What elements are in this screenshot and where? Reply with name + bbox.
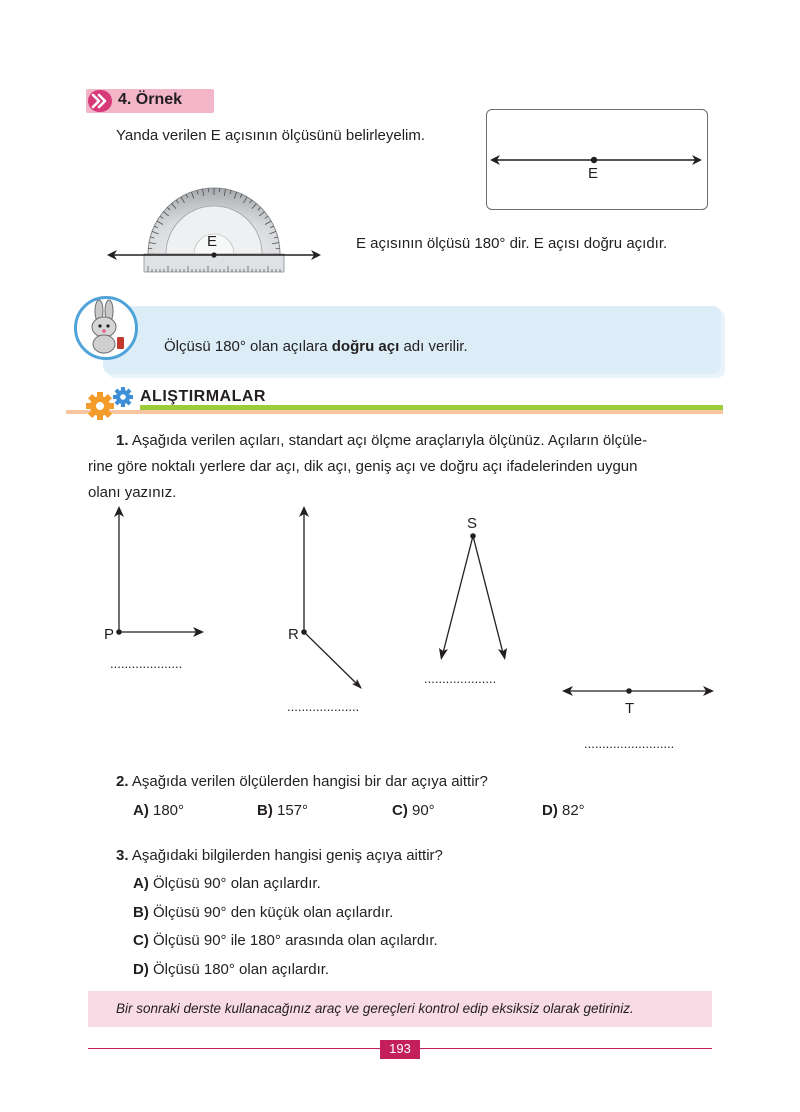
page-number: 193 — [389, 1041, 411, 1056]
q2-option-a[interactable]: A) 180° — [133, 802, 185, 819]
angle-r-figure — [299, 506, 362, 689]
q3-option-b[interactable]: B) Ölçüsü 90° den küçük olan açılardır. — [133, 904, 394, 921]
q2-option-c[interactable]: C) 90° — [392, 802, 435, 819]
q2-option-d[interactable]: D) 82° — [542, 802, 585, 819]
q3-option-d[interactable]: D) Ölçüsü 180° olan açılardır. — [133, 961, 330, 978]
angle-t-answer-blank[interactable]: ......................... — [584, 736, 675, 751]
example-title: 4. Örnek — [118, 91, 183, 108]
double-chevron-icon — [88, 90, 112, 112]
q1-line3: olanı yazınız. — [88, 484, 177, 501]
angle-t-label: T — [625, 700, 635, 717]
example-intro: Yanda verilen E açısının ölçüsünü belirleyelim. — [116, 127, 426, 144]
angle-p-label: P — [104, 626, 115, 643]
straight-angle-figure — [486, 109, 708, 210]
example-result: E açısının ölçüsü 180° dir. E açısı doğru açıdır. — [356, 235, 668, 252]
angle-t-figure — [562, 686, 714, 696]
angle-s-figure — [439, 533, 507, 660]
angle-p-answer-blank[interactable]: .................... — [110, 656, 183, 671]
protractor-point-label: E — [207, 233, 218, 250]
reminder-note: Bir sonraki derste kullanacağınız araç ve gereçleri kontrol edip eksiksiz olarak getiriniz. — [116, 1001, 634, 1016]
info-bold-term: doğru açı — [331, 338, 400, 355]
angle-p-figure — [114, 506, 204, 637]
exercises-title: ALIŞTIRMALAR — [140, 388, 266, 405]
angle-figures — [0, 500, 800, 730]
angle-r-answer-blank[interactable]: .................... — [287, 699, 360, 714]
q3-option-c[interactable]: C) Ölçüsü 90° ile 180° arasında olan açılardır. — [133, 932, 438, 949]
q1-line2: rine göre noktalı yerlere dar açı, dik açı, geniş açı ve doğru açı ifadelerinden uygun — [88, 458, 638, 475]
q3-text: 3. Aşağıdaki bilgilerden hangisi geniş açıya aittir? — [116, 847, 443, 864]
rabbit-mascot-icon — [74, 296, 138, 360]
protractor-figure — [104, 184, 324, 280]
q2-option-b[interactable]: B) 157° — [257, 802, 309, 819]
q1-line1: 1. Aşağıda verilen açıları, standart açı ölçme araçlarıyla ölçünüz. Açıların ölçüle- — [116, 432, 648, 449]
angle-s-answer-blank[interactable]: .................... — [424, 671, 497, 686]
gears-icon — [86, 386, 138, 420]
box-point-label: E — [588, 165, 599, 182]
q2-text: 2. Aşağıda verilen ölçülerden hangisi bir dar açıya aittir? — [116, 773, 488, 790]
info-text: Ölçüsü 180° olan açılara doğru açı adı verilir. — [164, 338, 468, 355]
angle-s-label: S — [467, 515, 478, 532]
exercises-bar-orange — [66, 410, 723, 414]
q3-option-a[interactable]: A) Ölçüsü 90° olan açılardır. — [133, 875, 321, 892]
angle-r-label: R — [288, 626, 299, 643]
